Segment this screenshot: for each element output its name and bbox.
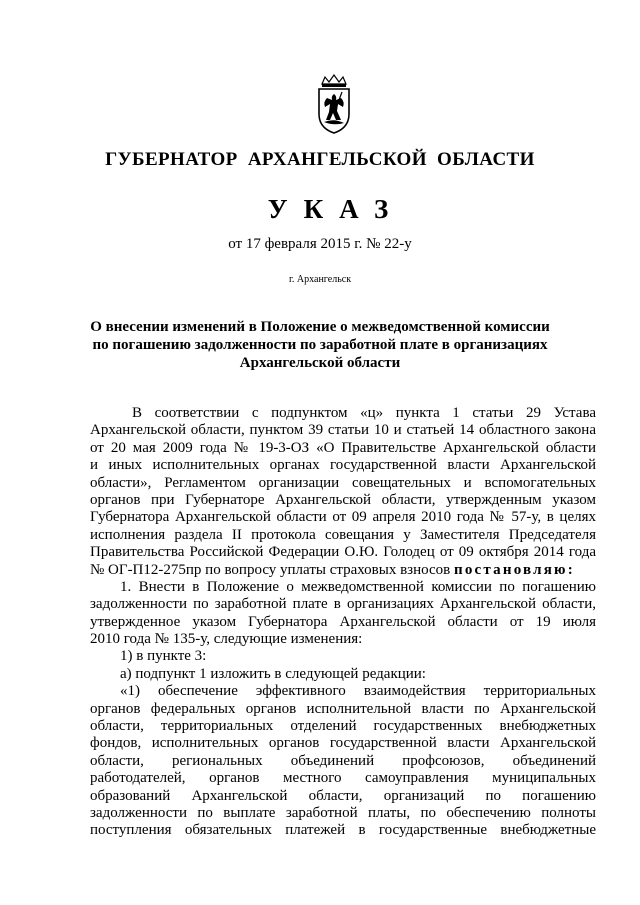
issue-city: г. Архангельск	[288, 274, 352, 285]
decree-heading	[90, 318, 550, 372]
coat-of-arms-emblem	[316, 74, 352, 134]
body-line: области», Регламентом организации совещательных и вспомогательных	[90, 474, 596, 491]
body-line: 2010 года № 135-у, следующие изменения:	[90, 631, 363, 648]
org-title: ГУБЕРНАТОР АРХАНГЕЛЬСКОЙ ОБЛАСТИ	[105, 149, 535, 170]
body-line: Архангельской области, пунктом 39 статьи 10 и статьей 14 областного закона	[90, 422, 596, 439]
body-line: поступления обязательных платежей в государственные внебюджетные	[90, 822, 596, 839]
body-line: от 20 мая 2009 года № 19-3-ОЗ «О Правительстве Архангельской области	[90, 439, 596, 456]
body-line: органов при Губернаторе Архангельской области, утвержденным указом	[90, 491, 596, 508]
body-line: Правительства Российской Федерации О.Ю. Голодец от 09 октября 2014 года	[90, 544, 596, 561]
body-line: и иных исполнительных органах государственной власти Архангельской	[90, 457, 596, 474]
body-line-decree	[90, 562, 596, 579]
body-line: 1. Внести в Положение о межведомственной комиссии по погашению	[120, 578, 596, 595]
body-line: области, региональных объединений профсоюзов, объединений	[90, 752, 596, 769]
decree-word: постановляю:	[454, 561, 575, 578]
body-line: а) подпункт 1 изложить в следующей редакции:	[120, 665, 426, 682]
doc-type-title: УКАЗ	[267, 194, 405, 224]
body-line: «1) обеспечение эффективного взаимодействия территориальных	[120, 683, 596, 700]
body-line: Губернатора Архангельской области от 09 апреля 2010 года № 57-у, в целях	[90, 509, 596, 526]
decree-body	[90, 405, 596, 840]
body-line: области, территориальных отделений государственных внебюджетных	[90, 718, 596, 735]
decree-text: № ОГ-П12-275пр по вопросу уплаты страховых взносов	[90, 561, 454, 578]
body-line: задолженности по выплате заработной платы, по обеспечению полноты	[90, 804, 596, 821]
body-line: фондов, исполнительных органов государственной власти Архангельской	[90, 735, 596, 752]
body-line: утвержденное указом Губернатора Архангельской области от 19 июля	[90, 613, 596, 630]
body-line: образований Архангельской области, организаций по погашению	[90, 787, 596, 804]
heading-line: Архангельской области	[239, 355, 401, 371]
body-line: В соответствии с подпунктом «ц» пункта 1 статьи 29 Устава	[132, 405, 596, 421]
body-line: 1) в пункте 3:	[120, 648, 207, 665]
decree-date-number: от 17 февраля 2015 г. № 22-у	[228, 236, 412, 252]
body-line: работодателей, органов местного самоуправления муниципальных	[90, 770, 596, 787]
body-line: задолженности по заработной плате в организациях Архангельской области,	[90, 596, 596, 613]
heading-line: О внесении изменений в Положение о межведомственной комиссии	[90, 319, 550, 335]
heading-line: по погашению задолженности по заработной плате в организациях	[92, 337, 548, 353]
body-line: органов федеральных органов исполнительной власти по Архангельской	[90, 700, 596, 717]
body-line: исполнения раздела II протокола совещания у Заместителя Председателя	[90, 526, 596, 543]
